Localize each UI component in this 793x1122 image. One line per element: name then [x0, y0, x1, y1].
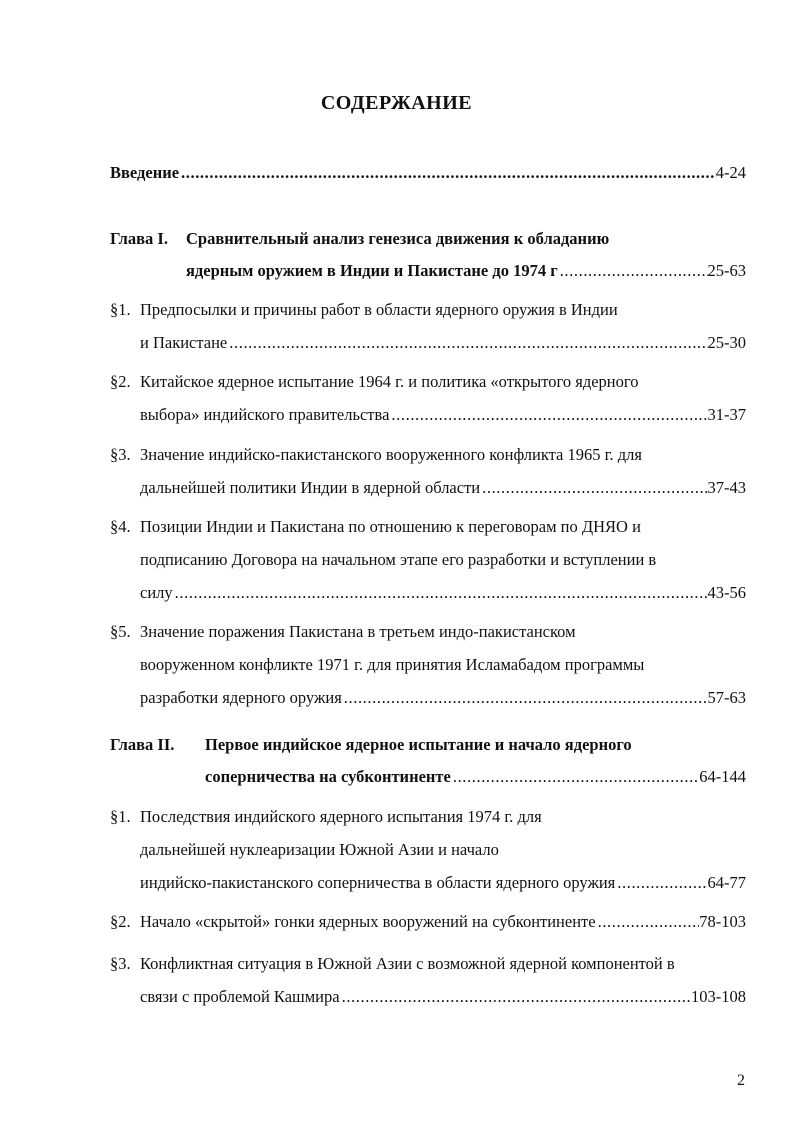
- section-number: §1.: [110, 807, 131, 826]
- dot-leader: [596, 910, 700, 934]
- section-2-3-line2: связи с проблемой Кашмира: [140, 987, 340, 1006]
- chapter-1-title-line1[interactable]: Сравнительный анализ генезиса движения к обладанию: [186, 229, 610, 248]
- page-range: 25-63: [707, 261, 746, 280]
- chapter-1-label: Глава I.: [110, 229, 168, 248]
- dot-leader: [451, 765, 699, 789]
- page-range: 37-43: [707, 478, 746, 497]
- dot-leader: [179, 161, 716, 185]
- page-range: 103-108: [691, 987, 746, 1006]
- dot-leader: [480, 476, 707, 500]
- section-number: §5.: [110, 622, 131, 641]
- toc-entry-section-2-1[interactable]: [140, 871, 746, 895]
- section-number: §1.: [110, 300, 131, 319]
- section-1-4-line2[interactable]: подписанию Договора на начальном этапе его разработки и вступлении в: [140, 550, 657, 569]
- section-1-5-line1[interactable]: Значение поражения Пакистана в третьем индо-пакистанском: [140, 622, 576, 641]
- dot-leader: [340, 985, 691, 1009]
- page-title: СОДЕРЖАНИЕ: [320, 92, 473, 114]
- toc-entry-section-1-2[interactable]: [140, 403, 746, 427]
- page-range: 64-77: [707, 873, 746, 892]
- toc-entry-chapter-2[interactable]: [205, 765, 746, 789]
- dot-leader: [389, 403, 707, 427]
- entry-title: Введение: [110, 163, 180, 182]
- section-2-2-line1: Начало «скрытой» гонки ядерных вооружений на субконтиненте: [140, 912, 596, 931]
- section-1-4-line3: силу: [140, 583, 173, 602]
- toc-entry-section-1-4[interactable]: [140, 581, 746, 605]
- toc-entry-section-1-1[interactable]: [140, 331, 746, 355]
- section-2-1-line3: индийско-пакистанского соперничества в области ядерного оружия: [140, 873, 616, 892]
- section-1-3-line2: дальнейшей политики Индии в ядерной области: [140, 478, 481, 497]
- section-2-1-line2[interactable]: дальнейшей нуклеаризации Южной Азии и начало: [140, 840, 499, 859]
- chapter-1-title-line2: ядерным оружием в Индии и Пакистане до 1974 г: [186, 261, 558, 280]
- section-1-4-line1[interactable]: Позиции Индии и Пакистана по отношению к переговорам по ДНЯО и: [140, 517, 641, 536]
- dot-leader: [227, 331, 707, 355]
- section-1-1-line1[interactable]: Предпосылки и причины работ в области ядерного оружия в Индии: [140, 300, 618, 319]
- chapter-2-title-line1[interactable]: Первое индийское ядерное испытание и начало ядерного: [205, 735, 632, 754]
- section-1-5-line2[interactable]: вооруженном конфликте 1971 г. для принятия Исламабадом программы: [140, 655, 645, 674]
- section-1-1-line2: и Пакистане: [140, 333, 228, 352]
- page-range: 25-30: [707, 333, 746, 352]
- section-1-2-line2: выбора» индийского правительства: [140, 405, 390, 424]
- section-number: §2.: [110, 912, 131, 931]
- chapter-2-label: Глава II.: [110, 735, 175, 754]
- section-1-3-line1[interactable]: Значение индийско-пакистанского вооруженного конфликта 1965 г. для: [140, 445, 642, 464]
- page-range: 78-103: [699, 912, 746, 931]
- section-2-3-line1[interactable]: Конфликтная ситуация в Южной Азии с возможной ядерной компонентой в: [140, 954, 675, 973]
- toc-entry-section-1-5[interactable]: [140, 686, 746, 710]
- dot-leader: [173, 581, 708, 605]
- toc-entry-intro[interactable]: [110, 161, 746, 185]
- toc-entry-section-2-2[interactable]: [140, 910, 746, 934]
- section-number: §4.: [110, 517, 131, 536]
- dot-leader: [342, 686, 708, 710]
- dot-leader: [558, 259, 708, 283]
- section-number: §3.: [110, 954, 131, 973]
- section-2-1-line1[interactable]: Последствия индийского ядерного испытания 1974 г. для: [140, 807, 542, 826]
- section-1-5-line3: разработки ядерного оружия: [140, 688, 342, 707]
- dot-leader: [615, 871, 707, 895]
- section-number: §3.: [110, 445, 131, 464]
- page-range: 31-37: [707, 405, 746, 424]
- toc-entry-chapter-1[interactable]: [186, 259, 746, 283]
- page-range: 4-24: [715, 163, 746, 182]
- section-number: §2.: [110, 372, 131, 391]
- page-number: 2: [737, 1072, 745, 1089]
- page-range: 64-144: [699, 767, 746, 786]
- chapter-2-title-line2: соперничества на субконтиненте: [205, 767, 451, 786]
- page-range: 57-63: [707, 688, 746, 707]
- page-range: 43-56: [707, 583, 746, 602]
- toc-entry-section-1-3[interactable]: [140, 476, 746, 500]
- section-1-2-line1[interactable]: Китайское ядерное испытание 1964 г. и политика «открытого ядерного: [140, 372, 639, 391]
- toc-entry-section-2-3[interactable]: [140, 985, 746, 1009]
